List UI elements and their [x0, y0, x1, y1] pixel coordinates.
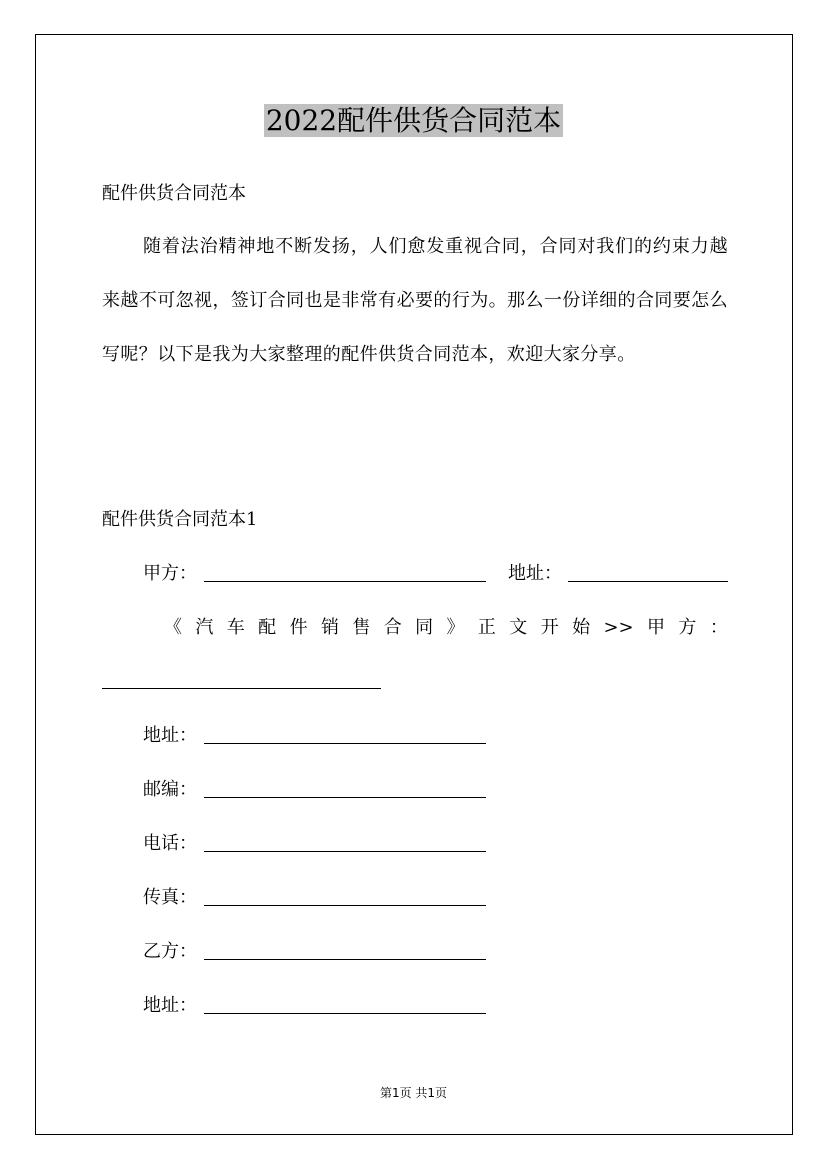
party-a-continued-blank — [102, 688, 381, 689]
contract-char: >> — [603, 617, 634, 638]
contract-char: 件 — [289, 617, 308, 638]
contract-char: ： — [709, 617, 728, 638]
field-phone-blank — [204, 851, 486, 852]
field-fax-label: 传真： — [143, 887, 197, 908]
contract-char: 合 — [383, 617, 402, 638]
contract-char: 配 — [258, 617, 277, 638]
field-postcode-label: 邮编： — [143, 779, 197, 800]
field-party-b-label: 乙方： — [143, 941, 197, 962]
field-address-label: 地址： — [143, 725, 197, 746]
field-party-b-blank — [204, 959, 486, 960]
contract-char: 《 — [164, 617, 182, 638]
party-a-address-label: 地址： — [508, 563, 562, 584]
section-heading: 配件供货合同范本1 — [102, 509, 258, 530]
contract-char: 文 — [509, 617, 528, 638]
contract-char: 售 — [352, 617, 371, 638]
contract-char: 始 — [572, 617, 591, 638]
contract-char: 汽 — [195, 617, 214, 638]
contract-char: 方 — [678, 617, 697, 638]
contract-start-line — [164, 615, 728, 641]
contract-char: 正 — [477, 617, 496, 638]
field-party-b-address-blank — [204, 1013, 486, 1014]
contract-char: 甲 — [647, 617, 666, 638]
field-postcode-blank — [204, 797, 486, 798]
party-a-blank — [204, 581, 486, 582]
subtitle: 配件供货合同范本 — [102, 183, 246, 204]
field-address-blank — [204, 743, 486, 744]
document-title: 2022配件供货合同范本 — [265, 104, 562, 137]
field-phone-label: 电话： — [143, 833, 197, 854]
contract-char: 同 — [415, 617, 434, 638]
party-a-label: 甲方： — [143, 563, 197, 584]
contract-char: 开 — [540, 617, 559, 638]
contract-char: 销 — [320, 617, 339, 638]
intro-paragraph: 随着法治精神地不断发扬，人们愈发重视合同，合同对我们的约束力越来越不可忽视，签订合同也是非常有必要的行为。那么一份详细的合同要怎么写呢？以下是我为大家整理的配件供货合同范本，欢迎大家分享。 — [102, 236, 728, 365]
field-fax-blank — [204, 905, 486, 906]
field-party-b-address-label: 地址： — [143, 995, 197, 1016]
contract-char: 车 — [226, 617, 245, 638]
party-a-address-blank — [568, 581, 728, 582]
page-footer: 第1页 共1页 — [379, 1086, 448, 1100]
contract-char: 》 — [446, 617, 465, 638]
